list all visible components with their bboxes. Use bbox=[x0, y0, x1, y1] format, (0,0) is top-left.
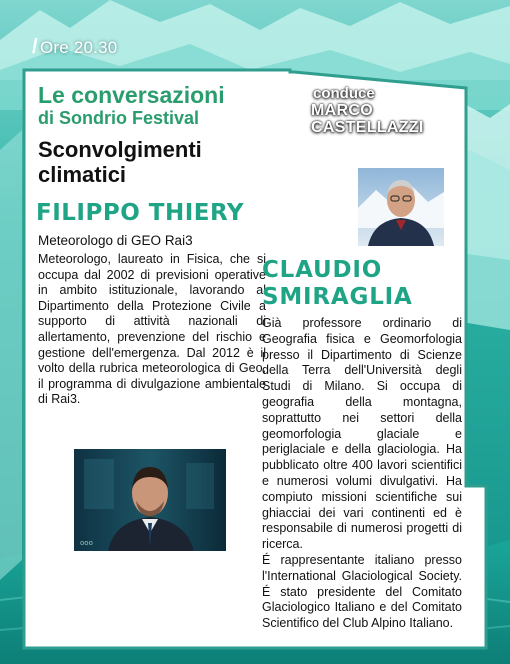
speaker2-name bbox=[262, 257, 413, 311]
time-slash: / bbox=[32, 36, 38, 58]
talk-topic: Sconvolgimenti climatici bbox=[38, 137, 202, 187]
series-title: Le conversazioni bbox=[38, 82, 225, 108]
speaker2-bio-roles: É rappresentante italiano presso l'International Glaciological Society. É stato presidente del Comitato Glaciologico Italiano e del Comitato Scientifico del Club Alpino Italiano. bbox=[262, 552, 462, 631]
speaker1-name: FILIPPO THIERY bbox=[36, 200, 245, 226]
event-time: Ore 20.30 bbox=[40, 38, 118, 57]
host-block bbox=[311, 85, 424, 136]
svg-text:ooo: ooo bbox=[80, 539, 93, 547]
host-name-last: CASTELLAZZI bbox=[311, 119, 424, 136]
speaker1-bio: Meteorologo, laureato in Fisica, che si occupa dal 2002 di previsioni operative in ambito istituzionale, lavorando al Dipartimento della Protezione Civile a supporto di attività nazionali di allertamento, prevenzione del rischio e gestione dell'emergenza. Dal 2012 è il volto della rubrica meteorologica di Geo, il programma di divulgazione ambientale di Rai3. bbox=[38, 252, 266, 407]
speaker2-bio: Già professore ordinario di Geografia fisica e Geomorfologia presso il Dipartimento di Scienze della Terra dell'Università degli Studi di Milano. Si occupa di geografia della montagna, soprattutto nei settori della geomorfologia glaciale e periglaciale e della glaciologia. Ha pubblicato oltre 400 lavori scientifici e numerosi volumi divulgativi. Ha compiuto missioni scientifiche sui ghiacciai dei vari continenti ed è responsabile di numerosi progetti di ricerca. bbox=[262, 316, 462, 552]
speaker2-bio-block bbox=[262, 316, 462, 632]
speaker2-last-name: SMIRAGLIA bbox=[262, 284, 413, 310]
host-name-first: MARCO bbox=[311, 102, 373, 119]
speaker1-photo bbox=[74, 449, 226, 551]
series-subtitle: di Sondrio Festival bbox=[38, 108, 200, 128]
speaker2-photo bbox=[358, 168, 444, 246]
speaker2-first-name: CLAUDIO bbox=[262, 257, 383, 283]
host-label: conduce bbox=[313, 85, 375, 102]
speaker1-role: Meteorologo di GEO Rai3 bbox=[38, 233, 193, 248]
